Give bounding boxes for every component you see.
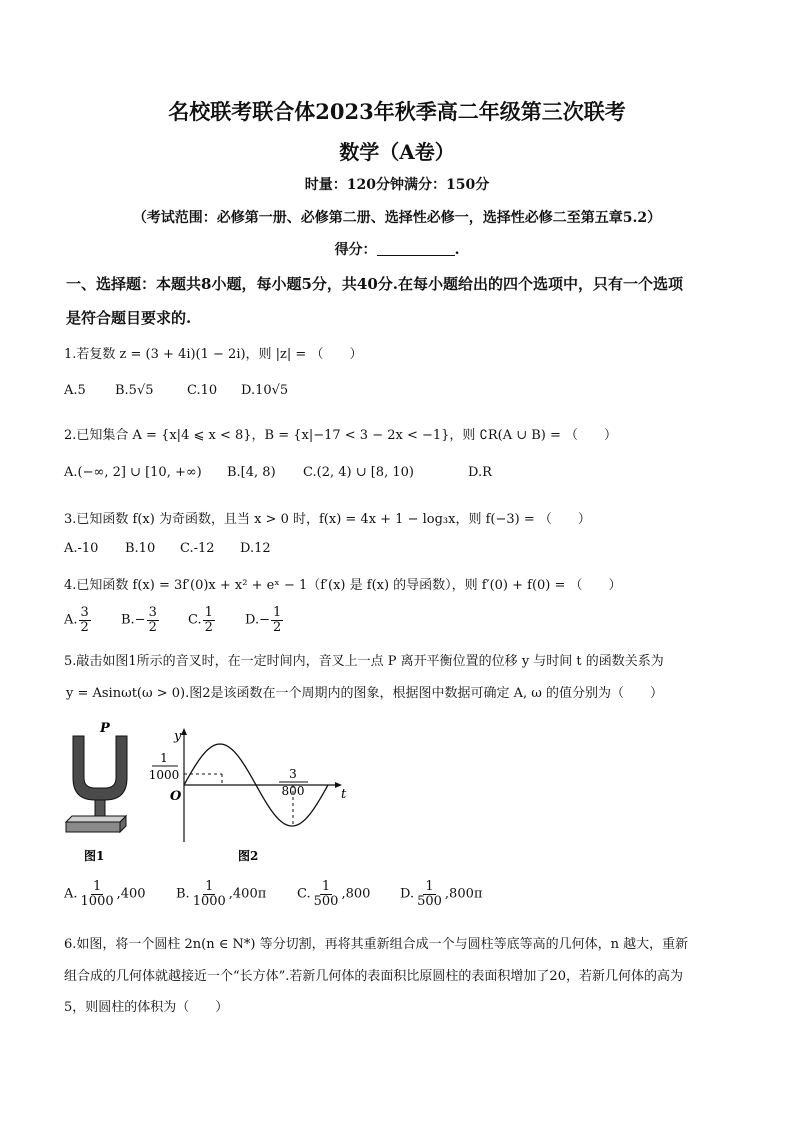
y-axis-arrow: [181, 728, 187, 735]
q2-option-c: C.(2, 4) ∪ [8, 10): [303, 465, 414, 480]
q4-option-a: A. $\frac{3}{2}$: [64, 605, 89, 635]
q3-option-c: C.-12: [180, 541, 215, 556]
time-numerator: 3: [289, 767, 297, 781]
y-axis-label: y: [174, 729, 182, 744]
q5-option-a: A. $\frac{1}{1000}$ ,400: [64, 879, 146, 909]
q5-option-d: D. $\frac{1}{500}$ ,800π: [400, 879, 483, 909]
amplitude-numerator: 1: [160, 751, 168, 765]
score-end: .: [454, 242, 460, 258]
exam-subject: 数学（A卷）: [339, 140, 455, 164]
q4-option-c: C. $\frac{1}{2}$: [188, 605, 213, 635]
q1-option-b: B.5√5: [115, 383, 154, 398]
question-1-stem: 1.若复数 z = (3 + 4i)(1 − 2i)，则 |z| = （ ）: [64, 347, 363, 362]
base-top: [66, 816, 126, 822]
section-heading-line1: 一、选择题：本题共8小题，每小题5分，共40分.在每小题给出的四个选项中，只有一个选项: [66, 275, 683, 293]
fork-prongs: [73, 736, 127, 800]
question-5-line1: 5.敲击如图1所示的音叉时，在一定时间内，音叉上一点 P 离开平衡位置的位移 y 与时间 t 的函数关系为: [64, 654, 664, 669]
q4-option-b: B.− $\frac{3}{2}$: [121, 605, 157, 635]
figure-2-sine-graph: [148, 726, 368, 868]
exam-scope: （考试范围：必修第一册、必修第二册、选择性必修一，选择性必修二至第五章5.2）: [132, 210, 662, 226]
question-2-stem: 2.已知集合 A = {x|4 ⩽ x < 8}，B = {x|−17 < 3 − 2x < −1}，则 ∁R(A ∪ B) = （ ）: [64, 428, 618, 443]
origin-label: O: [170, 789, 182, 804]
fig1-point-label: P: [100, 721, 110, 736]
question-4-stem: 4.已知函数 f(x) = 3f′(0)x + x² + eˣ − 1（f′(x) 是 f(x) 的导函数），则 f′(0) + f(0) = （ ）: [64, 578, 622, 593]
score-blank: [377, 241, 455, 256]
question-5-line2: y = Asinωt(ω > 0).图2是该函数在一个周期内的图象，根据图中数据可确定 A, ω 的值分别为（ ）: [66, 686, 664, 701]
fig2-caption: 图2: [238, 849, 259, 863]
q3-option-d: D.12: [240, 541, 271, 556]
score-label: 得分：: [334, 242, 377, 258]
fig1-caption: 图1: [84, 849, 105, 863]
question-6-line2: 组合成的几何体就越接近一个“长方体”.若新几何体的表面积比原圆柱的表面积增加了20，若新几何体的高为: [64, 969, 683, 984]
base-front: [66, 822, 120, 832]
question-6-line1: 6.如图，将一个圆柱 2n(n ∈ N*) 等分切割，再将其重新组合成一个与圆柱等底等高的几何体，n 越大，重新: [64, 937, 689, 952]
score-line: [0, 239, 794, 259]
q1-option-c: C.10: [187, 383, 218, 398]
q1-option-a: A.5: [64, 383, 86, 398]
exam-title: 名校联考联合体2023年秋季高二年级第三次联考: [168, 99, 626, 124]
section-heading-line2: 是符合题目要求的.: [66, 309, 192, 327]
q3-option-a: A.-10: [64, 541, 99, 556]
exam-time-score: 时量：120分钟满分：150分: [304, 177, 490, 193]
q5-option-c: C. $\frac{1}{500}$ ,800: [297, 879, 371, 909]
q3-option-b: B.10: [125, 541, 156, 556]
q5-option-b: B. $\frac{1}{1000}$ ,400π: [176, 879, 267, 909]
q2-option-a: A.(−∞, 2] ∪ [10, +∞): [64, 465, 202, 480]
q2-option-d: D.R: [468, 465, 492, 480]
question-3-stem: 3.已知函数 f(x) 为奇函数，且当 x > 0 时，f(x) = 4x + 1 − log₃x，则 f(−3) = （ ）: [64, 512, 591, 527]
q2-option-b: B.[4, 8): [227, 465, 276, 480]
q4-option-d: D.− $\frac{1}{2}$: [245, 605, 282, 635]
question-6-line3: 5，则圆柱的体积为（ ）: [64, 1000, 229, 1015]
figure-1-tuning-fork: [60, 718, 140, 868]
t-axis-label: t: [341, 787, 347, 802]
q1-option-d: D.10√5: [241, 383, 289, 398]
time-denominator: 800: [281, 784, 305, 798]
amplitude-denominator: 1000: [148, 768, 180, 782]
